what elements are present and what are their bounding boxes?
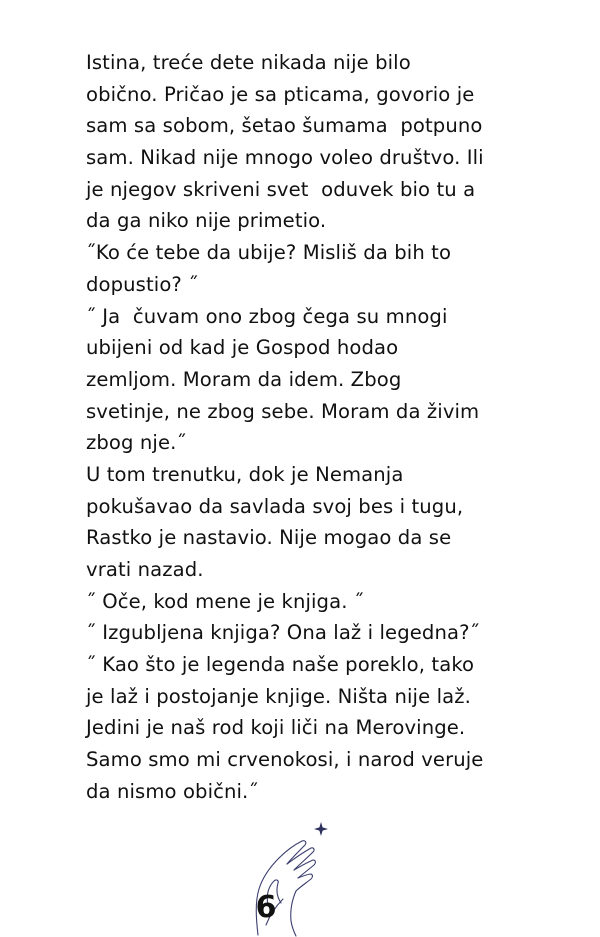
page-number: 6 xyxy=(255,890,277,925)
text-line: U tom trenutku, dok je Nemanja xyxy=(86,462,404,486)
text-line: Istina, treće dete nikada nije bilo xyxy=(86,51,411,74)
hand-with-star-icon xyxy=(0,810,600,937)
body-text xyxy=(86,47,516,808)
text-line: svetinje, ne zbog sebe. Moram da živim xyxy=(86,399,480,423)
text-line: ubijeni od kad je Gospod hodao xyxy=(86,336,399,360)
text-line: dopustio? ˝ xyxy=(86,272,199,296)
text-line: vrati nazad. xyxy=(86,558,204,581)
text-line: Jedini je naš rod koji liči na Merovinge. xyxy=(86,716,466,740)
text-line: Samo smo mi crvenokosi, i narod veruje xyxy=(86,748,484,772)
text-line: zemljom. Moram da idem. Zbog xyxy=(86,367,402,391)
text-line: sam. Nikad nije mnogo voleo društvo. Ili xyxy=(86,146,484,170)
text-line: je laž i postojanje knjige. Ništa nije laž. xyxy=(86,684,471,708)
text-line: ˝ Oče, kod mene je knjiga. ˝ xyxy=(86,589,364,613)
text-line: ˝ Izgubljena knjiga? Ona laž i legedna?˝ xyxy=(86,621,480,645)
text-line: da ga niko nije primetio. xyxy=(86,209,327,233)
text-line: je njegov skriveni svet oduvek bio tu a xyxy=(86,177,476,201)
text-line: da nismo obični.˝ xyxy=(86,779,259,803)
text-line: zbog nje.˝ xyxy=(86,431,187,455)
text-line: ˝Ko će tebe da ubije? Misliš da bih to xyxy=(86,241,452,265)
text-line: ˝ Ja čuvam ono zbog čega su mnogi xyxy=(86,304,448,328)
text-line: Rastko je nastavio. Nije mogao da se xyxy=(86,526,452,550)
text-line: obično. Pričao je sa pticama, govorio je xyxy=(86,82,475,106)
text-line: pokušavao da savlada svoj bes i tugu, xyxy=(86,494,464,518)
text-line: ˝ Kao što je legenda naše poreklo, tako xyxy=(86,653,475,677)
sparkle-star-icon xyxy=(314,822,328,836)
text-line: sam sa sobom, šetao šumama potpuno xyxy=(86,114,483,138)
